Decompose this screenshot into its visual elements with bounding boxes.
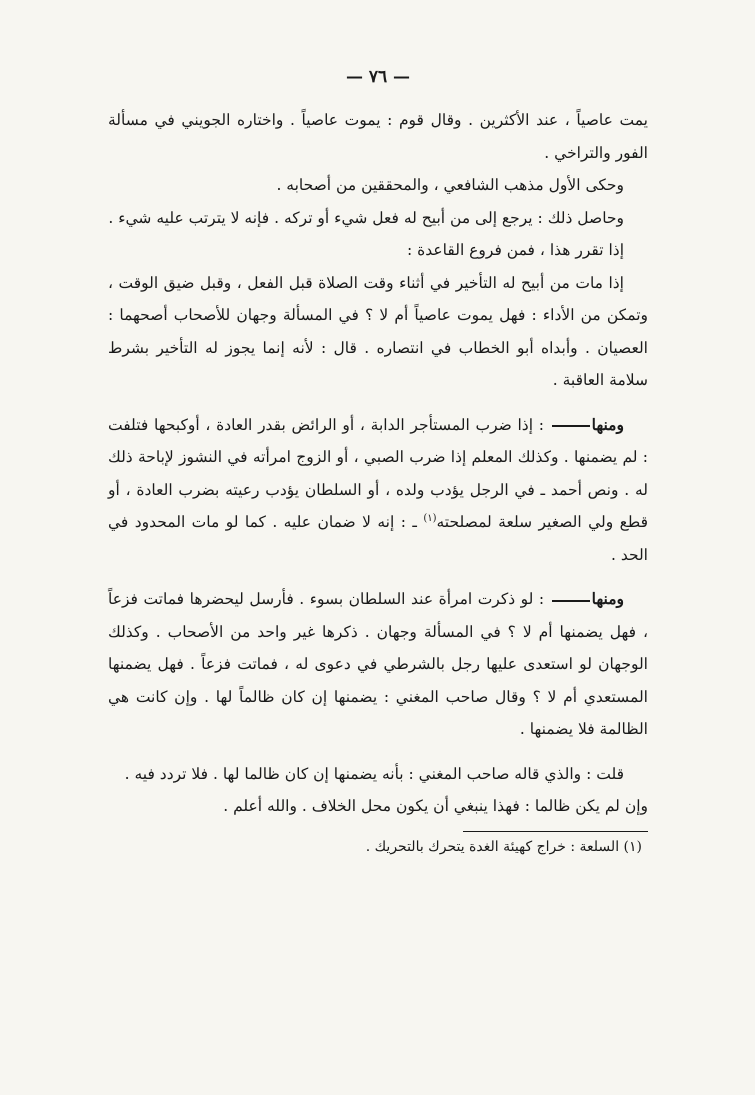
closing-line-2: وإن لم يكن ظالما : فهذا ينبغي أن يكون محل الخلاف . والله أعلم . xyxy=(223,797,648,815)
footnote: (١) السلعة : خراج كهيئة الغدة يتحرك بالتحريك . xyxy=(365,838,642,855)
footnote-divider xyxy=(463,831,648,832)
footnote-marker[interactable]: (١) xyxy=(423,512,437,524)
section-1-text: : إذا ضرب المستأجر الدابة ، أو الرائض بقدر العادة ، أوكبحها فتلفت : لم يضمنها . وكذلك المعلم إذا ضرب الصبي ، أو الزوج امرأته في النشوز لإباحة ذلك له . ونص أحمد ـ في الرجل يؤدب ولده ، أو السلطان يؤدب رعيته بضرب العادة ، أو قطع ولي الصغير سلعة لمصلحته xyxy=(108,415,648,531)
paragraph-2: وحكى الأول مذهب الشافعي ، والمحققين من أصحابه . xyxy=(276,176,624,194)
lead-underline xyxy=(552,599,590,602)
paragraph-1: يمت عاصياً ، عند الأكثرين . وقال قوم : يموت عاصياً . واختاره الجويني في مسألة الفور والتراخي . xyxy=(108,111,648,162)
section-1 xyxy=(108,409,648,572)
section-2 xyxy=(108,583,648,746)
section-2-lead: ومنها xyxy=(591,589,624,608)
paragraph-3: وحاصل ذلك : يرجع إلى من أبيح له فعل شيء أو تركه . فإنه لا يترتب عليه شيء . xyxy=(108,208,624,227)
section-1-lead: ومنها xyxy=(591,414,624,434)
book-page xyxy=(108,62,648,860)
page-number: — ٧٦ — xyxy=(345,67,411,87)
section-1-text-cont: ـ : إنه لا ضمان عليه . كما لو مات المحدود في الحد . xyxy=(108,513,648,564)
paragraph-5: إذا مات من أبيح له التأخير في أثناء وقت الصلاة قبل الفعل ، وقبل ضيق الوقت ، وتمكن من الأداء : فهل يموت عاصياً أم لا ؟ في المسألة وجهان للأصحاب أصحهما : العصيان . وأبداه أبو الخطاب في انتصاره . قال : لأنه إنما يجوز له التأخير بشرط سلامة العاقبة . xyxy=(108,273,648,389)
section-2-text: : لو ذكرت امرأة عند السلطان بسوء . فأرسل ليحضرها فماتت فزعاً ، فهل يضمنها أم لا ؟ في المسألة وجهان . ذكرها غير واحد من الأصحاب . وكذلك الوجهان لو استعدى عليها رجل بالشرطي في دعوى له ، فماتت فزعاً . فهل يضمنها المستعدي أم لا ؟ وقال صاحب المغني : يضمنها إن كان ظالماً لها . وإن كانت هي الظالمة فلا يضمنها . xyxy=(108,590,648,738)
closing-line-1: قلت : والذي قاله صاحب المغني : بأنه يضمنها إن كان ظالما لها . فلا تردد فيه . xyxy=(124,764,624,783)
lead-underline xyxy=(552,424,590,427)
paragraph-4: إذا تقرر هذا ، فمن فروع القاعدة : xyxy=(407,241,624,259)
